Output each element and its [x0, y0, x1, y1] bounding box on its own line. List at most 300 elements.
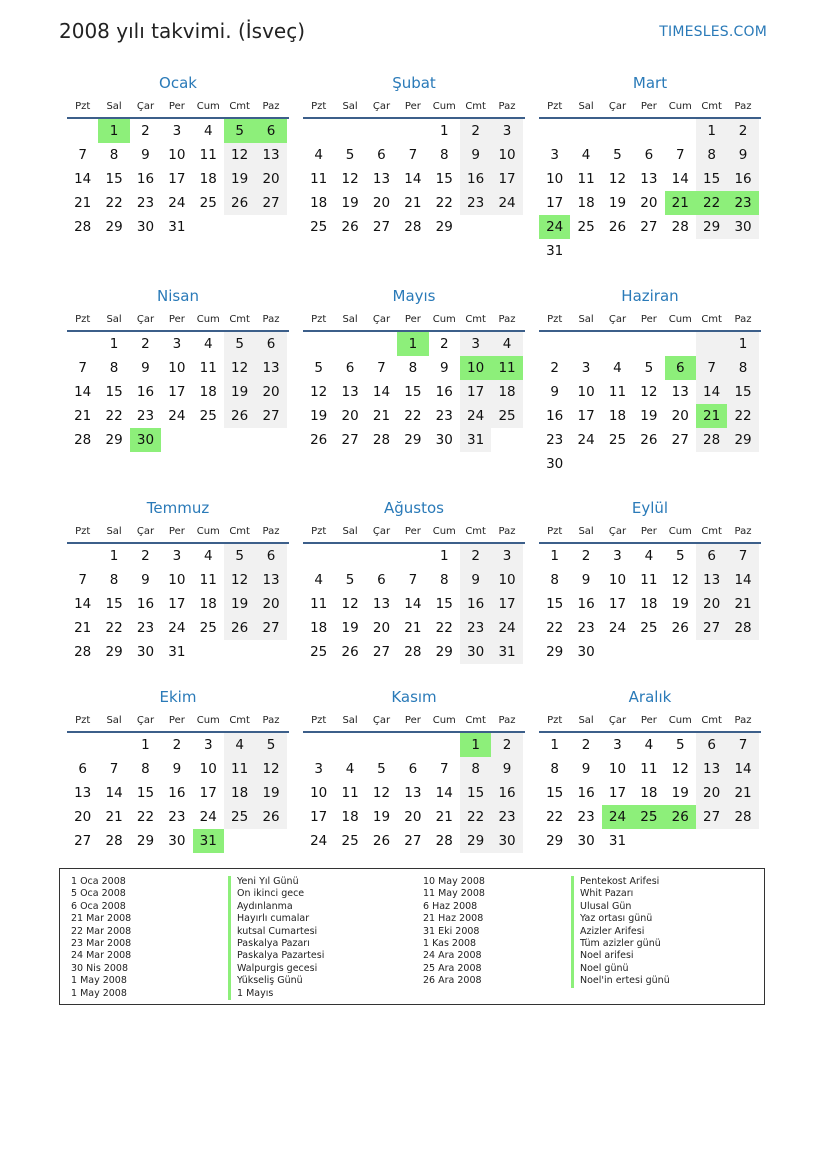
- weekday-label: Sal: [106, 313, 122, 325]
- empty-cell: [491, 428, 522, 452]
- holiday-day: 22: [696, 191, 727, 215]
- holiday-name: Tüm azizler günü: [571, 938, 670, 950]
- day-grid: [303, 733, 525, 853]
- month-name: Nisan: [157, 287, 199, 305]
- weekday-label: Cmt: [229, 100, 250, 112]
- day-cell: 1: [109, 548, 119, 564]
- day-cell: 11: [640, 572, 658, 588]
- day-cell: 17: [199, 785, 217, 801]
- empty-cell: [366, 544, 397, 568]
- empty-cell: [727, 452, 758, 476]
- day-cell: 9: [727, 143, 758, 167]
- day-cell: 25: [199, 620, 217, 636]
- day-cell: 11: [224, 757, 255, 781]
- day-cell: 12: [372, 785, 391, 801]
- empty-cell: [255, 428, 286, 452]
- holiday-name: 1 Mayıs: [228, 988, 324, 1000]
- day-cell: 22: [435, 620, 453, 636]
- day-cell: 25: [640, 620, 658, 636]
- empty-cell: [397, 119, 428, 143]
- month-name: Eylül: [631, 499, 669, 517]
- day-cell: 11: [577, 171, 595, 187]
- day-cell: 13: [372, 171, 391, 187]
- day-cell: 25: [199, 408, 217, 424]
- day-cell: 28: [74, 219, 92, 235]
- day-cell: 12: [671, 761, 689, 777]
- day-cell: 4: [491, 332, 522, 356]
- empty-cell: [602, 640, 633, 664]
- day-cell: 25: [310, 219, 328, 235]
- day-cell: 16: [491, 781, 522, 805]
- holiday-name: Yeni Yıl Günü: [228, 876, 324, 888]
- holiday-name: Yükseliş Günü: [228, 975, 324, 987]
- day-grid: [67, 119, 289, 239]
- weekday-label: Cmt: [465, 313, 486, 325]
- holiday-name: Noel günü: [571, 963, 670, 975]
- weekday-header: [303, 95, 525, 119]
- day-cell: 14: [74, 596, 92, 612]
- day-cell: 28: [372, 432, 391, 448]
- weekday-label: Paz: [498, 100, 516, 112]
- empty-cell: [602, 119, 633, 143]
- day-cell: 14: [696, 380, 727, 404]
- day-grid: [303, 332, 525, 452]
- day-cell: 26: [310, 432, 328, 448]
- day-cell: 3: [550, 147, 559, 163]
- day-cell: 4: [581, 147, 591, 163]
- day-cell: 20: [341, 408, 359, 424]
- day-cell: 18: [640, 596, 658, 612]
- holiday-date: 26 Ara 2008: [423, 975, 482, 987]
- day-cell: 19: [671, 785, 689, 801]
- day-cell: 11: [199, 147, 217, 163]
- holiday-day: 21: [665, 191, 696, 215]
- weekday-label: Çar: [372, 525, 391, 537]
- brand-link[interactable]: TIMESLES.COM: [659, 24, 767, 40]
- holiday-dates-right: [423, 876, 485, 988]
- day-cell: 28: [696, 428, 727, 452]
- holiday-dates-left: [71, 876, 131, 1000]
- holiday-date: 10 May 2008: [423, 876, 485, 887]
- day-cell: 11: [199, 572, 217, 588]
- day-grid: [67, 733, 289, 853]
- day-cell: 13: [404, 785, 422, 801]
- weekday-label: Çar: [608, 313, 627, 325]
- day-cell: 12: [341, 171, 359, 187]
- day-cell: 27: [341, 432, 359, 448]
- weekday-label: Per: [168, 313, 185, 325]
- day-cell: 9: [581, 761, 591, 777]
- empty-cell: [366, 332, 397, 356]
- empty-cell: [224, 215, 255, 239]
- holiday-date: 1 May 2008: [71, 975, 127, 987]
- day-cell: 9: [581, 572, 591, 588]
- day-cell: 10: [491, 568, 522, 592]
- holiday-day: 31: [193, 829, 224, 853]
- holiday-day: 26: [665, 805, 696, 829]
- day-cell: 20: [696, 781, 727, 805]
- day-cell: 3: [491, 119, 522, 143]
- month-name: Şubat: [392, 74, 436, 92]
- day-cell: 18: [199, 596, 217, 612]
- day-cell: 20: [404, 809, 422, 825]
- day-cell: 14: [435, 785, 453, 801]
- day-cell: 13: [671, 384, 689, 400]
- weekday-label: Çar: [608, 525, 627, 537]
- day-cell: 2: [439, 336, 449, 352]
- day-cell: 27: [696, 616, 727, 640]
- day-cell: 1: [550, 548, 559, 564]
- day-cell: 27: [74, 833, 92, 849]
- empty-cell: [303, 544, 334, 568]
- day-cell: 12: [341, 596, 359, 612]
- day-cell: 9: [491, 757, 522, 781]
- holiday-day: 6: [255, 119, 286, 143]
- day-cell: 17: [546, 195, 564, 211]
- day-cell: 2: [141, 123, 150, 139]
- day-cell: 2: [727, 119, 758, 143]
- holiday-date: 21 Mar 2008: [71, 913, 132, 925]
- day-cell: 16: [727, 167, 758, 191]
- empty-cell: [255, 640, 286, 664]
- month-name: Mart: [632, 74, 668, 92]
- day-cell: 14: [671, 171, 689, 187]
- day-cell: 20: [696, 592, 727, 616]
- day-cell: 14: [74, 384, 92, 400]
- day-cell: 1: [109, 336, 119, 352]
- day-cell: 23: [168, 809, 186, 825]
- weekday-label: Pzt: [75, 525, 91, 537]
- month-name: Ocak: [159, 74, 197, 92]
- day-cell: 2: [581, 737, 591, 753]
- day-cell: 14: [404, 171, 422, 187]
- day-cell: 15: [546, 785, 564, 801]
- day-cell: 22: [435, 195, 453, 211]
- weekday-label: Cum: [432, 100, 456, 112]
- month-6: [539, 285, 761, 476]
- weekday-label: Per: [640, 100, 657, 112]
- weekday-label: Çar: [136, 714, 155, 726]
- day-cell: 13: [696, 757, 727, 781]
- weekday-label: Çar: [372, 313, 391, 325]
- day-cell: 12: [255, 757, 286, 781]
- day-cell: 7: [727, 733, 758, 757]
- empty-cell: [727, 829, 758, 853]
- weekday-label: Sal: [106, 525, 122, 537]
- empty-cell: [67, 733, 98, 757]
- day-cell: 25: [577, 219, 595, 235]
- day-cell: 6: [377, 572, 386, 588]
- day-cell: 17: [310, 809, 328, 825]
- day-cell: 23: [577, 809, 595, 825]
- day-cell: 23: [136, 620, 155, 636]
- day-cell: 30: [136, 219, 155, 235]
- weekday-label: Paz: [734, 100, 752, 112]
- day-cell: 11: [608, 384, 627, 400]
- day-cell: 19: [224, 380, 255, 404]
- day-cell: 21: [74, 195, 92, 211]
- empty-cell: [224, 829, 255, 853]
- day-grid: [303, 119, 525, 239]
- day-cell: 8: [550, 761, 559, 777]
- day-cell: 23: [460, 191, 491, 215]
- weekday-label: Pzt: [547, 100, 563, 112]
- day-cell: 17: [168, 171, 186, 187]
- day-cell: 2: [141, 548, 150, 564]
- empty-cell: [334, 544, 365, 568]
- day-cell: 1: [439, 548, 449, 564]
- holiday-day: 10: [460, 356, 491, 380]
- weekday-label: Per: [404, 313, 421, 325]
- day-cell: 1: [141, 737, 150, 753]
- holiday-date: 21 Haz 2008: [423, 913, 484, 925]
- day-cell: 27: [671, 432, 689, 448]
- holiday-date: 6 Oca 2008: [71, 900, 126, 912]
- day-grid: [67, 332, 289, 452]
- holiday-date: 1 May 2008: [71, 987, 127, 999]
- day-cell: 29: [546, 644, 564, 660]
- weekday-header: [539, 95, 761, 119]
- day-cell: 26: [341, 219, 359, 235]
- day-cell: 6: [696, 544, 727, 568]
- day-cell: 13: [255, 143, 286, 167]
- weekday-label: Cum: [196, 714, 220, 726]
- month-name: Ağustos: [384, 499, 444, 517]
- empty-cell: [570, 452, 601, 476]
- day-cell: 6: [408, 761, 418, 777]
- holiday-date: 25 Ara 2008: [423, 962, 482, 974]
- weekday-label: Cum: [196, 100, 220, 112]
- day-cell: 7: [78, 572, 87, 588]
- weekday-label: Sal: [578, 714, 594, 726]
- empty-cell: [255, 829, 286, 853]
- day-cell: 25: [491, 404, 522, 428]
- day-cell: 5: [675, 548, 685, 564]
- weekday-header: [303, 520, 525, 544]
- holiday-name: Ulusal Gün: [571, 901, 670, 913]
- day-cell: 5: [314, 360, 323, 376]
- day-cell: 21: [404, 620, 422, 636]
- day-cell: 9: [460, 568, 491, 592]
- day-cell: 3: [613, 737, 622, 753]
- weekday-label: Cmt: [701, 100, 722, 112]
- day-cell: 3: [172, 548, 182, 564]
- day-cell: 21: [727, 592, 758, 616]
- day-cell: 18: [310, 620, 328, 636]
- weekday-label: Çar: [136, 525, 155, 537]
- month-1: [67, 72, 289, 239]
- day-cell: 8: [439, 147, 449, 163]
- weekday-label: Per: [404, 525, 421, 537]
- day-cell: 26: [224, 616, 255, 640]
- day-cell: 5: [377, 761, 386, 777]
- empty-cell: [67, 332, 98, 356]
- day-cell: 18: [577, 195, 595, 211]
- weekday-header: [539, 520, 761, 544]
- day-cell: 29: [435, 219, 453, 235]
- day-cell: 7: [439, 761, 449, 777]
- holiday-date: 22 Mar 2008: [71, 925, 132, 937]
- holiday-names-left: [228, 876, 324, 1000]
- day-cell: 9: [141, 147, 150, 163]
- day-cell: 4: [345, 761, 355, 777]
- empty-cell: [727, 640, 758, 664]
- holiday-day: 1: [460, 733, 491, 757]
- day-cell: 28: [404, 644, 422, 660]
- day-cell: 26: [341, 644, 359, 660]
- day-cell: 4: [203, 336, 213, 352]
- empty-cell: [696, 829, 727, 853]
- day-cell: 18: [491, 380, 522, 404]
- holiday-name: Whit Pazarı: [571, 888, 670, 900]
- day-cell: 17: [608, 596, 627, 612]
- day-cell: 30: [491, 829, 522, 853]
- day-cell: 6: [377, 147, 386, 163]
- day-cell: 27: [404, 833, 422, 849]
- day-cell: 10: [168, 572, 186, 588]
- day-cell: 15: [404, 384, 422, 400]
- day-cell: 30: [460, 640, 491, 664]
- day-cell: 5: [644, 360, 654, 376]
- weekday-label: Per: [404, 100, 421, 112]
- day-cell: 26: [224, 191, 255, 215]
- day-cell: 8: [460, 757, 491, 781]
- weekday-label: Per: [168, 714, 185, 726]
- day-cell: 13: [74, 785, 92, 801]
- day-grid: [67, 544, 289, 664]
- day-cell: 15: [460, 781, 491, 805]
- holiday-day: 30: [130, 428, 161, 452]
- day-cell: 24: [608, 620, 627, 636]
- day-cell: 10: [608, 761, 627, 777]
- empty-cell: [193, 640, 224, 664]
- weekday-label: Çar: [608, 100, 627, 112]
- day-cell: 23: [491, 805, 522, 829]
- holiday-date: 6 Haz 2008: [423, 900, 478, 912]
- day-cell: 19: [224, 592, 255, 616]
- day-cell: 8: [439, 572, 449, 588]
- day-cell: 15: [105, 384, 123, 400]
- day-cell: 19: [341, 195, 359, 211]
- weekday-label: Paz: [262, 313, 280, 325]
- empty-cell: [67, 544, 98, 568]
- holiday-day: 5: [224, 119, 255, 143]
- holiday-day: 1: [397, 332, 428, 356]
- day-cell: 8: [141, 761, 150, 777]
- day-cell: 29: [546, 833, 564, 849]
- holiday-name: kutsal Cumartesi: [228, 926, 324, 938]
- holiday-day: 6: [665, 356, 696, 380]
- day-cell: 19: [608, 195, 627, 211]
- weekday-label: Sal: [578, 100, 594, 112]
- day-cell: 21: [435, 809, 453, 825]
- day-cell: 9: [460, 143, 491, 167]
- month-name: Haziran: [621, 287, 679, 305]
- day-cell: 20: [255, 167, 286, 191]
- day-cell: 4: [203, 123, 213, 139]
- day-cell: 14: [727, 568, 758, 592]
- day-cell: 2: [460, 119, 491, 143]
- day-cell: 27: [696, 805, 727, 829]
- month-4: [67, 285, 289, 452]
- month-name: Mayıs: [392, 287, 436, 305]
- empty-cell: [334, 332, 365, 356]
- weekday-label: Pzt: [547, 313, 563, 325]
- day-cell: 5: [345, 147, 355, 163]
- day-cell: 7: [727, 544, 758, 568]
- day-cell: 22: [546, 620, 564, 636]
- holiday-day: 24: [602, 805, 633, 829]
- month-9: [539, 497, 761, 664]
- weekday-header: [539, 709, 761, 733]
- weekday-label: Cmt: [229, 714, 250, 726]
- holiday-day: 23: [727, 191, 758, 215]
- weekday-label: Pzt: [75, 714, 91, 726]
- day-cell: 8: [550, 572, 559, 588]
- empty-cell: [665, 239, 696, 263]
- empty-cell: [633, 452, 664, 476]
- day-cell: 30: [136, 644, 155, 660]
- empty-cell: [397, 733, 428, 757]
- holiday-date: 23 Mar 2008: [71, 937, 132, 949]
- day-cell: 19: [310, 408, 328, 424]
- day-cell: 7: [377, 360, 386, 376]
- day-cell: 24: [168, 620, 186, 636]
- day-cell: 17: [168, 596, 186, 612]
- day-cell: 9: [141, 360, 150, 376]
- day-cell: 20: [372, 195, 391, 211]
- holiday-name: Yaz ortası günü: [571, 913, 670, 925]
- day-cell: 6: [644, 147, 654, 163]
- day-cell: 19: [255, 781, 286, 805]
- day-cell: 30: [168, 833, 186, 849]
- empty-cell: [366, 119, 397, 143]
- day-cell: 17: [460, 380, 491, 404]
- empty-cell: [161, 428, 192, 452]
- weekday-label: Cmt: [701, 714, 722, 726]
- day-cell: 16: [546, 408, 564, 424]
- day-cell: 5: [613, 147, 622, 163]
- day-cell: 26: [255, 805, 286, 829]
- holiday-list: [59, 868, 765, 1005]
- empty-cell: [696, 452, 727, 476]
- day-cell: 14: [404, 596, 422, 612]
- day-cell: 28: [74, 432, 92, 448]
- day-cell: 28: [105, 833, 123, 849]
- day-cell: 29: [696, 215, 727, 239]
- day-grid: [539, 544, 761, 664]
- day-cell: 12: [224, 143, 255, 167]
- day-cell: 12: [640, 384, 658, 400]
- day-cell: 26: [671, 620, 689, 636]
- weekday-label: Paz: [734, 714, 752, 726]
- day-cell: 10: [608, 572, 627, 588]
- day-cell: 30: [577, 833, 595, 849]
- month-7: [67, 497, 289, 664]
- month-2: [303, 72, 525, 239]
- day-cell: 11: [640, 761, 658, 777]
- day-cell: 13: [341, 384, 359, 400]
- empty-cell: [696, 239, 727, 263]
- empty-cell: [633, 640, 664, 664]
- day-cell: 3: [581, 360, 591, 376]
- empty-cell: [98, 733, 129, 757]
- day-cell: 2: [460, 544, 491, 568]
- month-11: [303, 686, 525, 853]
- empty-cell: [193, 428, 224, 452]
- weekday-label: Paz: [262, 525, 280, 537]
- holiday-name: Pentekost Arifesi: [571, 876, 670, 888]
